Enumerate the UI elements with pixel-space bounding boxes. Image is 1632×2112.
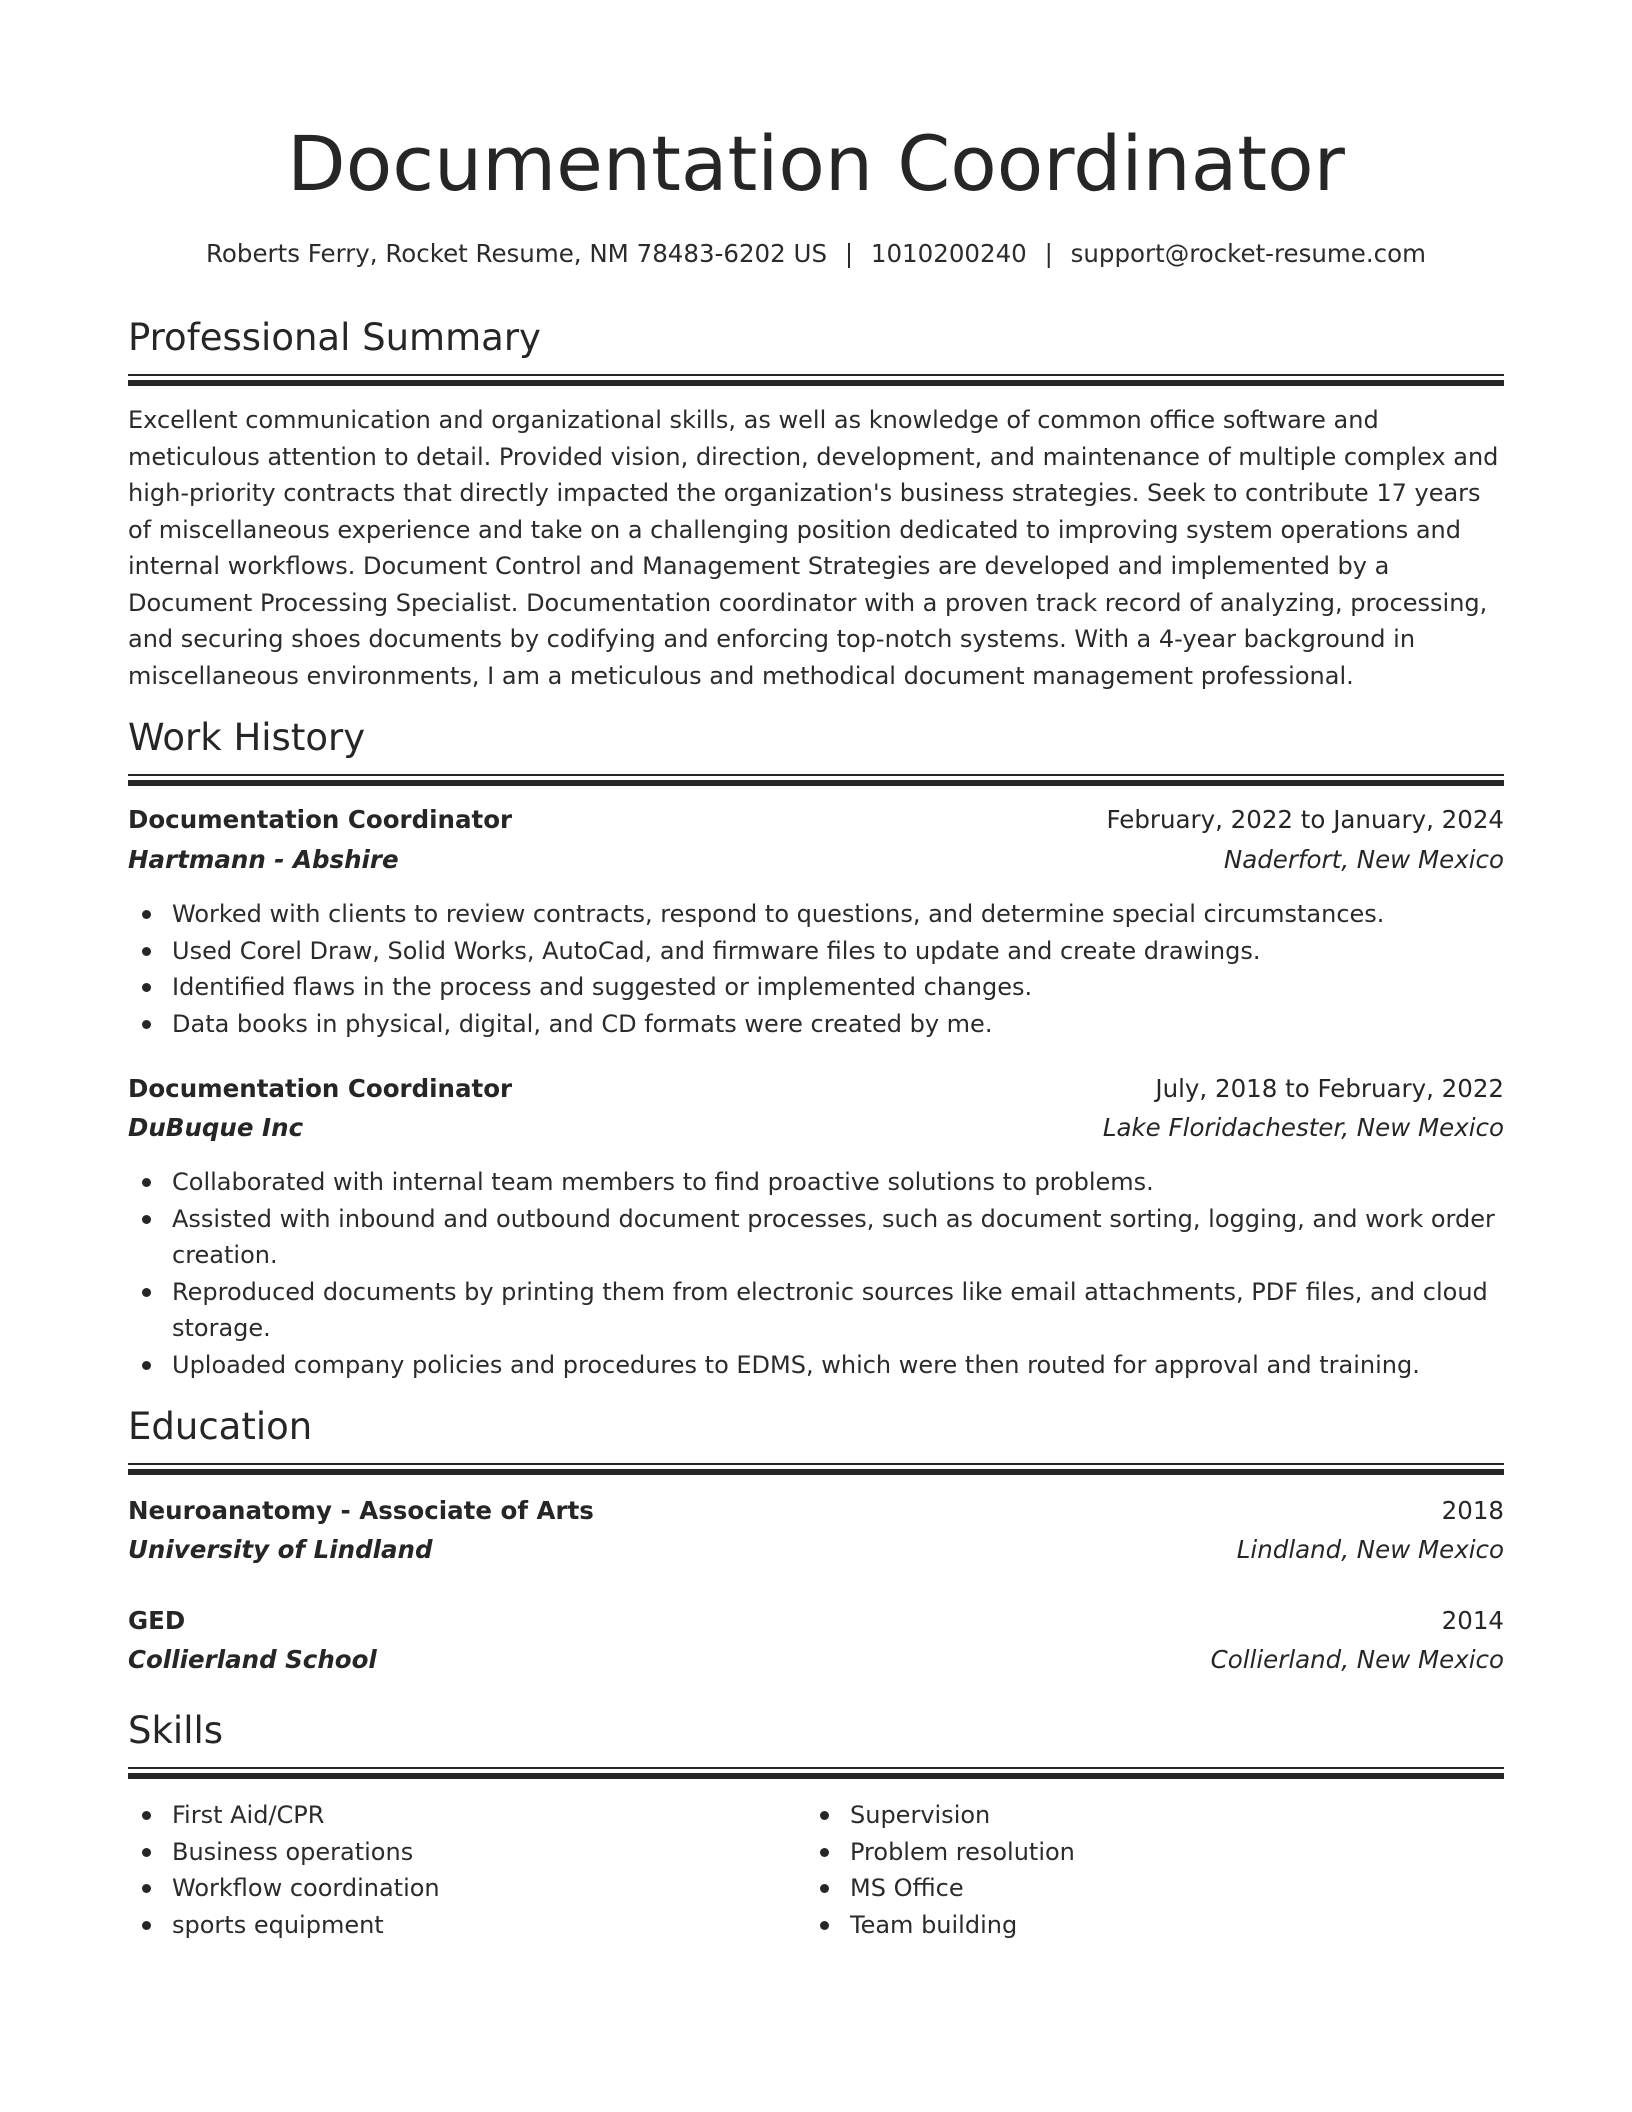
section-title-education: Education xyxy=(128,1405,313,1448)
bullet-icon xyxy=(142,1178,151,1187)
contact-line xyxy=(128,238,1504,270)
skill-text: Workflow coordination xyxy=(172,1874,440,1902)
bullet-icon xyxy=(820,1884,829,1893)
bullet-icon xyxy=(142,1020,151,1029)
list-item xyxy=(806,1870,1466,1907)
job-company: DuBuque Inc xyxy=(128,1113,304,1142)
section-divider xyxy=(128,1767,1504,1779)
education-degree: Neuroanatomy - Associate of Arts xyxy=(128,1496,594,1525)
bullet-icon xyxy=(142,1215,151,1224)
education-location: Lindland, New Mexico xyxy=(1236,1535,1504,1564)
list-item xyxy=(128,1797,788,1834)
job-location: Lake Floridachester, New Mexico xyxy=(1102,1113,1504,1142)
bullet-icon xyxy=(820,1921,829,1930)
bullet-text: Collaborated with internal team members to find proactive solutions to problems. xyxy=(172,1168,1154,1196)
job-header-row xyxy=(128,1074,1504,1110)
list-item xyxy=(128,1164,1504,1201)
education-school-row xyxy=(128,1645,1504,1681)
contact-phone: 1010200240 xyxy=(870,239,1027,268)
bullet-icon xyxy=(142,983,151,992)
bullet-icon xyxy=(142,1921,151,1930)
education-school-row xyxy=(128,1535,1504,1571)
bullet-icon xyxy=(142,1288,151,1297)
list-item xyxy=(128,1870,788,1907)
skills-list-left xyxy=(128,1797,788,1943)
contact-address: Roberts Ferry, Rocket Resume, NM 78483-6202 US xyxy=(206,239,828,268)
education-location: Collierland, New Mexico xyxy=(1210,1645,1504,1674)
job-dates: February, 2022 to January, 2024 xyxy=(1106,805,1504,834)
job-company-row xyxy=(128,1113,1504,1149)
list-item xyxy=(128,969,1504,1006)
skill-text: First Aid/CPR xyxy=(172,1801,325,1829)
list-item xyxy=(128,1834,788,1871)
skill-text: Business operations xyxy=(172,1837,414,1866)
bullet-text: Assisted with inbound and outbound document processes, such as document sorting, logging, and work order creation. xyxy=(172,1204,1495,1269)
bullet-icon xyxy=(820,1811,829,1820)
list-item xyxy=(128,1201,1504,1274)
skill-text: Team building xyxy=(850,1910,1018,1939)
bullet-text: Uploaded company policies and procedures to EDMS, which were then routed for approval and training. xyxy=(172,1350,1420,1379)
skill-text: MS Office xyxy=(850,1874,964,1902)
job-bullets xyxy=(128,896,1504,1042)
job-dates: July, 2018 to February, 2022 xyxy=(1155,1074,1504,1103)
contact-separator: | xyxy=(844,239,854,268)
job-location: Naderfort, New Mexico xyxy=(1223,845,1504,874)
section-title-summary: Professional Summary xyxy=(128,316,541,359)
job-role: Documentation Coordinator xyxy=(128,1074,513,1103)
list-item xyxy=(806,1797,1466,1834)
section-title-work: Work History xyxy=(128,716,366,759)
bullet-text: Identified flaws in the process and suggested or implemented changes. xyxy=(172,973,1033,1001)
candidate-name: Documentation Coordinator xyxy=(287,119,1345,208)
summary-text: Excellent communication and organizational skills, as well as knowledge of common office software and meticulous attention to detail. Provided vision, direction, development, and maintenance of multiple complex and high-priority contracts that directly impacted the organization's business strategies. Seek to contribute 17 years of miscellaneous experience and take on a challenging position dedicated to improving system operations and internal workflows. Document Control and Management Strategies are developed and implemented by a Document Processing Specialist. Documentation coordinator with a proven track record of analyzing, processing, and securing shoes documents by codifying and enforcing top-notch systems. With a 4-year background in miscellaneous environments, I am a meticulous and methodical document management professional. xyxy=(128,406,1499,690)
list-item xyxy=(128,1274,1504,1347)
job-company: Hartmann - Abshire xyxy=(128,845,399,874)
skill-text: Supervision xyxy=(850,1801,991,1829)
bullet-text: Worked with clients to review contracts, respond to questions, and determine special circumstances. xyxy=(172,900,1385,928)
education-year: 2014 xyxy=(1441,1606,1504,1635)
list-item xyxy=(128,1347,1504,1384)
list-item xyxy=(806,1907,1466,1944)
list-item xyxy=(128,1006,1504,1043)
skill-text: Problem resolution xyxy=(850,1837,1075,1866)
skill-text: sports equipment xyxy=(172,1910,384,1939)
bullet-text: Reproduced documents by printing them from electronic sources like email attachments, PDF files, and cloud storage. xyxy=(172,1277,1488,1342)
section-divider xyxy=(128,774,1504,786)
section-title-skills: Skills xyxy=(128,1709,224,1752)
bullet-text: Used Corel Draw, Solid Works, AutoCad, and firmware files to update and create drawings. xyxy=(172,936,1261,965)
bullet-icon xyxy=(142,910,151,919)
education-header-row xyxy=(128,1606,1504,1642)
job-company-row xyxy=(128,845,1504,881)
education-school: University of Lindland xyxy=(128,1535,433,1564)
list-item xyxy=(128,1907,788,1944)
education-degree: GED xyxy=(128,1606,186,1635)
section-divider xyxy=(128,374,1504,386)
contact-separator: | xyxy=(1044,239,1053,268)
education-year: 2018 xyxy=(1441,1496,1504,1525)
job-role: Documentation Coordinator xyxy=(128,805,513,834)
bullet-icon xyxy=(142,1811,151,1820)
skills-list-right xyxy=(806,1797,1466,1943)
list-item xyxy=(128,896,1504,933)
bullet-icon xyxy=(142,1884,151,1893)
section-divider xyxy=(128,1463,1504,1475)
contact-email: support@rocket-resume.com xyxy=(1070,239,1426,268)
job-header-row xyxy=(128,805,1504,841)
education-header-row xyxy=(128,1496,1504,1532)
bullet-icon xyxy=(142,947,151,956)
list-item xyxy=(128,933,1504,970)
job-bullets xyxy=(128,1164,1504,1383)
bullet-text: Data books in physical, digital, and CD formats were created by me. xyxy=(172,1009,993,1038)
education-school: Collierland School xyxy=(128,1645,377,1674)
bullet-icon xyxy=(142,1361,151,1370)
bullet-icon xyxy=(820,1848,829,1857)
bullet-icon xyxy=(142,1848,151,1857)
list-item xyxy=(806,1834,1466,1871)
